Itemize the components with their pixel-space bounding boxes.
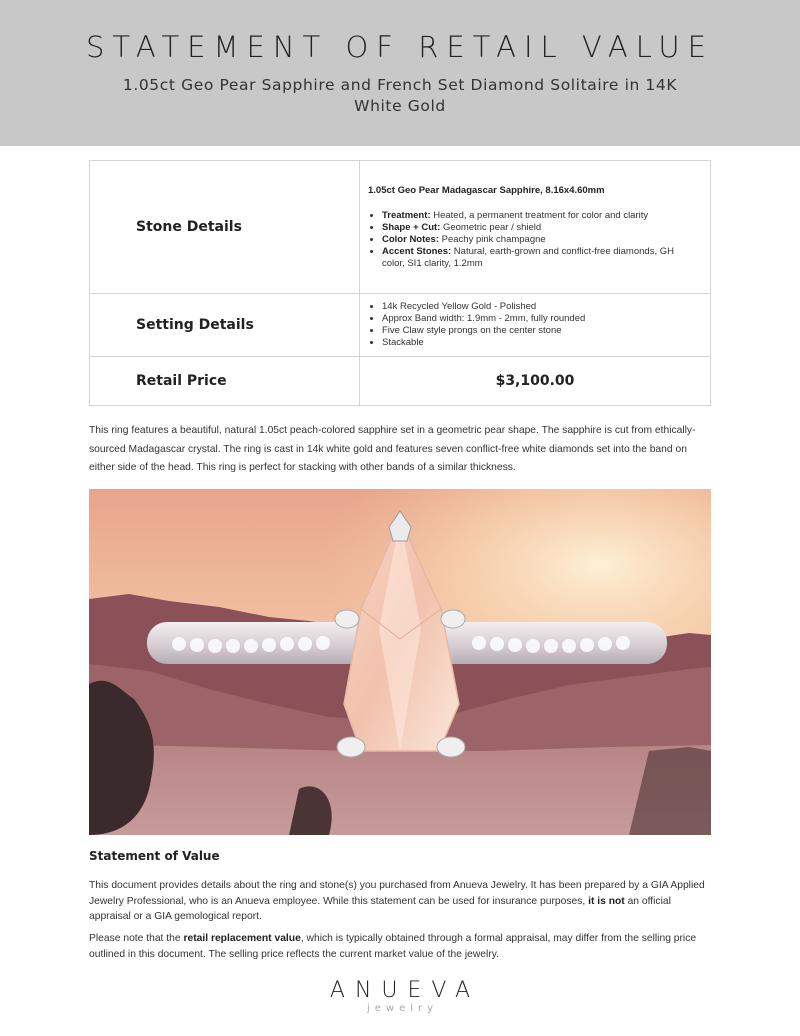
document-header [0, 0, 800, 146]
color-notes-key: Color Notes: [382, 233, 439, 245]
stone-heading: 1.05ct Geo Pear Madagascar Sapphire, 8.16x4.60mm [368, 184, 605, 196]
setting-details-list [368, 301, 696, 349]
list-item [382, 222, 696, 234]
valley [89, 744, 711, 835]
list-item: • Approx Band width: 1.9mm - 2mm, fully rounded [382, 313, 696, 325]
accent-stones-key: Accent Stones: [382, 245, 452, 257]
list-item [382, 210, 696, 222]
logo-brand: ANUEVA [329, 978, 481, 1003]
list-item: • 14k Recycled Yellow Gold - Polished [382, 301, 696, 313]
statement-p1-text-end: an official appraisal or a GIA gemological report. [89, 895, 671, 922]
statement-p2-text: Please note that the [89, 933, 184, 944]
statement-paragraph-1 [89, 878, 713, 925]
list-item: • Five Claw style prongs on the center stone [382, 325, 696, 337]
prong-bottom-left [337, 737, 365, 757]
ring-photo [89, 489, 711, 835]
details-table [89, 160, 711, 406]
shape-cut-value: Geometric pear / shield [440, 221, 542, 233]
statement-p1-emphasis: it is not [588, 895, 625, 907]
stone-details-list [368, 210, 696, 270]
setting-details-label: Setting Details [90, 294, 360, 357]
prong-right [441, 610, 465, 628]
treatment-value: Heated, a permanent treatment for color and clarity [430, 209, 649, 221]
retail-price-value: $3,100.00 [360, 357, 711, 406]
color-notes-value: Peachy pink champagne [439, 233, 546, 245]
logo-sub: jewelry [366, 1003, 439, 1014]
prong-bottom-right [437, 737, 465, 757]
ring-description: This ring features a beautiful, natural 1.05ct peach-colored sapphire set in a geometric pear shape. The sapphire is cut from ethically-sourced Madagascar crystal. The ring is cast in 14k white gold and features seven conflict-free white diamonds set into the band on either side of the head. This ring is perfect for stacking with other bands of a similar thickness. [89, 425, 696, 473]
stone-details-label: Stone Details [90, 161, 360, 294]
setting-details-row [90, 294, 711, 357]
stone-details-row [90, 161, 711, 294]
statement-paragraph-2 [89, 931, 713, 962]
document-title: STATEMENT OF RETAIL VALUE [86, 30, 714, 64]
shape-cut-key: Shape + Cut: [382, 221, 441, 233]
accent-stones-value: Natural, earth-grown and conflict-free diamonds, GH color, SI1 clarity, 1.2mm [382, 245, 674, 269]
retail-price-row [90, 357, 711, 406]
retail-price-label: Retail Price [90, 357, 360, 406]
setting-details-content [360, 294, 711, 357]
document-subtitle: 1.05ct Geo Pear Sapphire and French Set Diamond Solitaire in 14K White Gold [122, 76, 678, 115]
treatment-key: Treatment: [382, 209, 431, 221]
statement-p2-emphasis: retail replacement value [183, 933, 301, 944]
statement-p1-text: This document provides details about the ring and stone(s) you purchased from Anueva Jewelry. It has been prepared by a GIA Applied Jewelry Professional, who is an Anueva employee. While this statement can be used for insurance purposes, [89, 880, 705, 907]
prong-left [335, 610, 359, 628]
list-item [382, 246, 696, 270]
ring-photo-illustration [89, 489, 711, 835]
statement-p2-text-end: , which is typically obtained through a formal appraisal, may differ from the selling price outlined in this document. The selling price reflects the current market value of the jewelry. [89, 933, 697, 960]
list-item [382, 234, 696, 246]
statement-title: Statement of Value [89, 849, 220, 863]
anueva-logo [300, 978, 500, 1014]
list-item: • Stackable [382, 337, 696, 349]
stone-details-content [360, 161, 711, 294]
